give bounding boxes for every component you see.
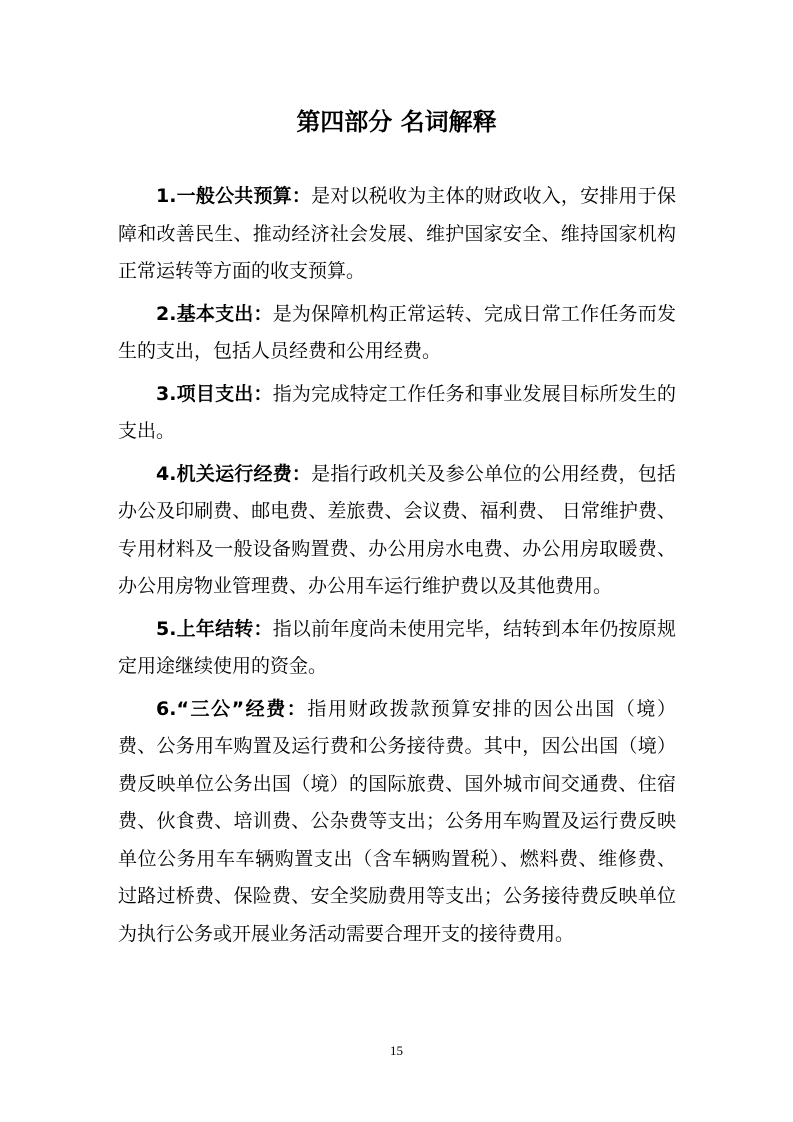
definition-text: 指以前年度尚未使用完毕，结转到本年仍按原规定用途继续使用的资金。 xyxy=(118,617,676,677)
definition-item-operating-funds xyxy=(118,456,676,606)
definition-term: 1.一般公共预算： xyxy=(156,185,312,207)
definition-term: 5.上年结转： xyxy=(156,617,273,640)
definition-term: 2.基本支出： xyxy=(156,302,273,325)
definition-text: 指用财政拨款预算安排的因公出国（境）费、公务用车购置及运行费和公务接待费。其中，因公出国（境）费反映单位公务出国（境）的国际旅费、国外城市间交通费、住宿费、伙食费、培训费、公杂费等支出；公务用车购置及运行费反映单位公务用车车辆购置支出（含车辆购置税）、燃料费、维修费、过路过桥费、保险费、安全奖励费用等支出；公务接待费反映单位为执行公务或开展业务活动需要合理开支的接待费用。 xyxy=(118,697,676,945)
definition-item-three-public-funds xyxy=(118,691,676,954)
definition-item-carryover xyxy=(118,611,676,686)
definition-term: 4.机关运行经费： xyxy=(156,462,312,485)
definition-item-project-expenditure xyxy=(118,376,676,451)
definition-term: 3.项目支出： xyxy=(156,382,273,405)
definitions-list xyxy=(118,178,676,958)
definition-text: 是指行政机关及参公单位的公用经费，包括办公及印刷费、邮电费、差旅费、会议费、福利费、 日常维护费、专用材料及一般设备购置费、办公用房水电费、办公用房取暖费、办公用房物业管理费、办公用车运行维护费以及其他费用。 xyxy=(118,462,676,597)
definition-item-general-public-budget xyxy=(118,178,676,291)
page-title: 第四部分 名词解释 xyxy=(296,108,497,136)
definition-text: 指为完成特定工作任务和事业发展目标所发生的支出。 xyxy=(118,382,676,442)
definition-term: 6.“三公”经费： xyxy=(156,697,308,720)
definition-text: 是为保障机构正常运转、完成日常工作任务而发生的支出，包括人员经费和公用经费。 xyxy=(118,302,676,362)
definition-text: 是对以税收为主体的财政收入，安排用于保障和改善民生、推动经济社会发展、维护国家安全、维持国家机构正常运转等方面的收支预算。 xyxy=(118,185,676,282)
page-number: 15 xyxy=(390,1043,403,1058)
definition-item-basic-expenditure xyxy=(118,296,676,371)
